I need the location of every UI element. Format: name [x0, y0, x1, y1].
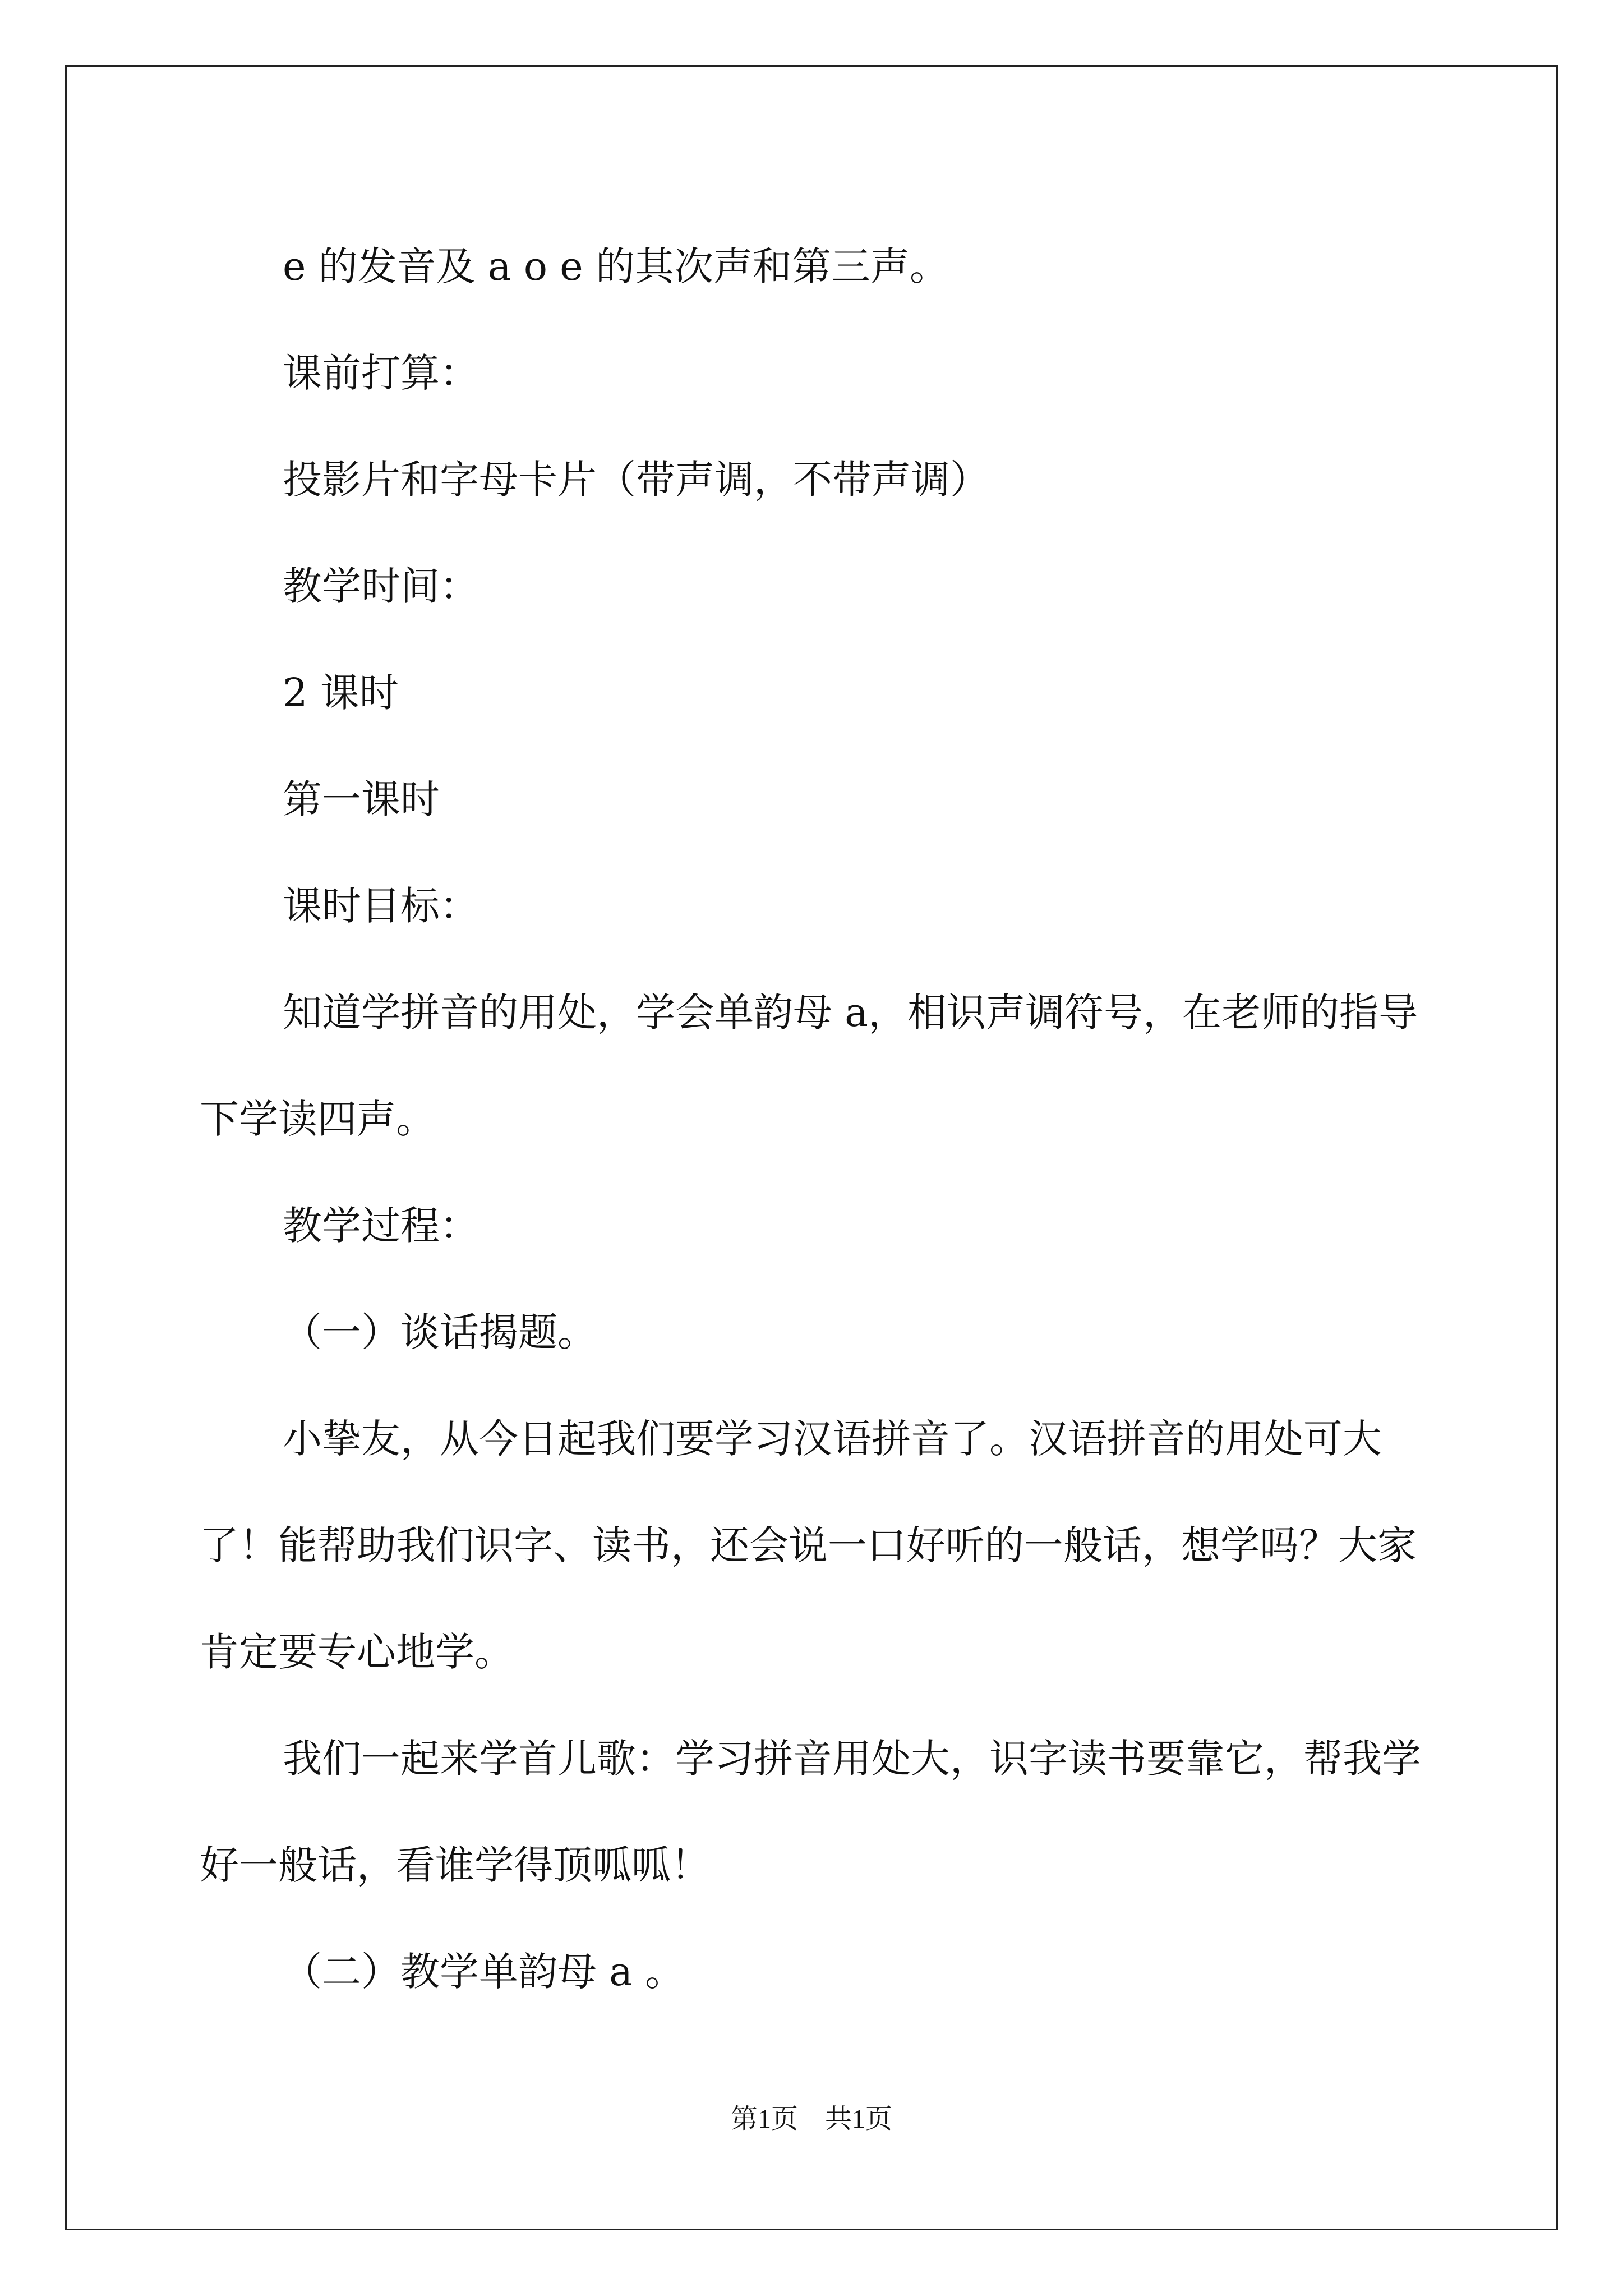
paragraph-7: 课时目标：	[283, 883, 479, 929]
paragraph-12: 我们一起来学首儿歌：学习拼音用处大，识字读书要靠它，帮我学好一般话，看谁学得顶呱呱！	[200, 1736, 1421, 1888]
document-body	[200, 213, 1428, 2025]
paragraph-2: 课前打算：	[283, 350, 479, 396]
paragraph-11: 小挚友，从今日起我们要学习汉语拼音了。汉语拼音的用处可大了！能帮助我们识字、读书，还会说一口好听的一般话，想学吗？大家肯定要专心地学。	[200, 1416, 1417, 1675]
paragraph-9: 教学过程：	[283, 1203, 479, 1249]
paragraph-4: 教学时间：	[283, 563, 479, 609]
paragraph-5: 2 课时	[283, 670, 399, 716]
paragraph-13: （二）教学单韵母 a 。	[283, 1949, 685, 1995]
page-footer: 第1页 共1页	[730, 2104, 892, 2134]
paragraph-10: （一）谈话揭题。	[283, 1309, 597, 1355]
paragraph-3: 投影片和字母卡片（带声调，不带声调）	[283, 457, 989, 503]
paragraph-1: e 的发音及 a o e 的其次声和第三声。	[283, 243, 949, 289]
paragraph-8: 知道学拼音的用处，学会单韵母 a，相识声调符号，在老师的指导下学读四声。	[200, 990, 1418, 1142]
paragraph-6: 第一课时	[283, 776, 440, 822]
